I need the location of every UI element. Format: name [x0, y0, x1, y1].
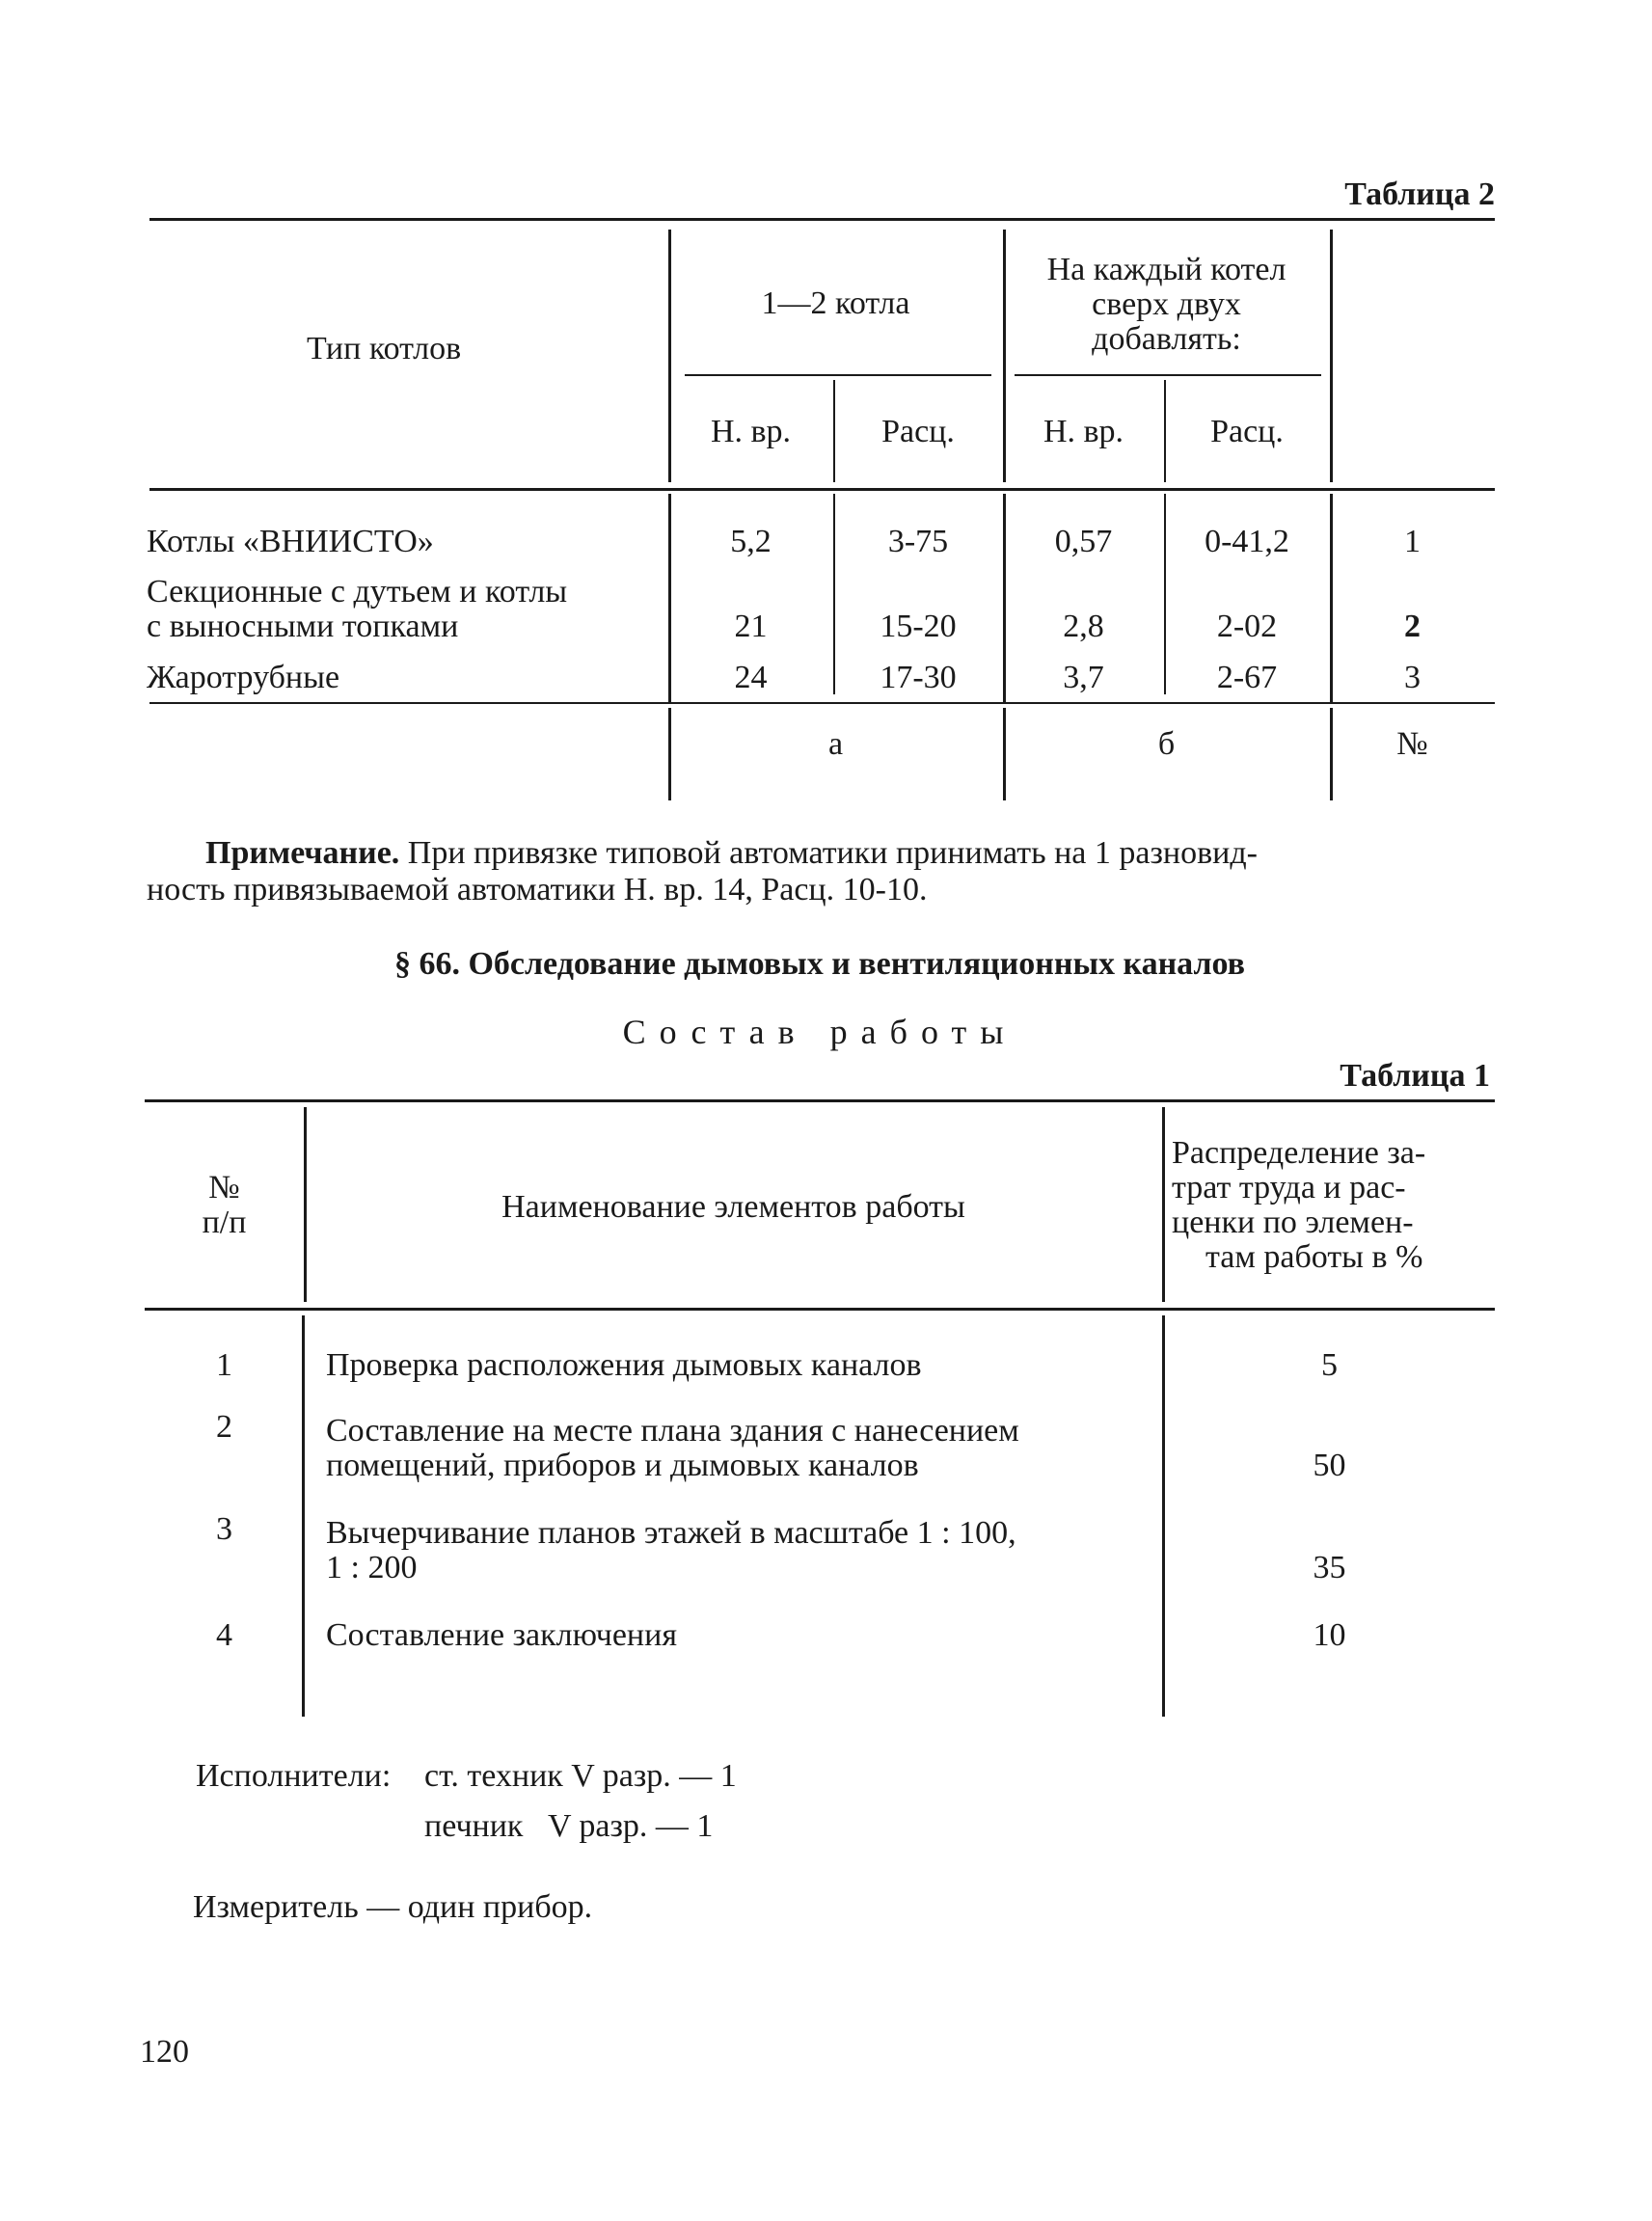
- table1-col-dist-line2: трат труда и рас-: [1172, 1170, 1406, 1205]
- table2-col-type: Тип котлов: [307, 331, 462, 366]
- table2-row-name: Жаротрубные: [147, 660, 340, 695]
- table1-col-dist-line1: Распределение за-: [1172, 1135, 1426, 1171]
- table2-caption: Таблица 2: [1344, 176, 1495, 212]
- table1-top-rule: [145, 1099, 1495, 1102]
- measure: Измеритель — один прибор.: [193, 1889, 593, 1925]
- table2-cell: 3-75: [887, 524, 949, 559]
- table1-row-num: 2: [216, 1409, 232, 1445]
- table2-cell: 3,7: [1063, 660, 1104, 695]
- table2-cell: 0,57: [1054, 524, 1113, 559]
- table2-group2-line2: сверх двух: [1092, 286, 1241, 322]
- table2-cell-num: 2: [1404, 609, 1421, 644]
- table1-col-name: Наименование элементов работы: [501, 1189, 965, 1225]
- table1-vline: [1162, 1107, 1165, 1302]
- table2-group2-line3: добавлять:: [1092, 321, 1241, 357]
- performers-line1: ст. техник V разр. — 1: [424, 1758, 737, 1794]
- table1-row-text: Составление на месте плана здания с нанесением: [326, 1413, 1019, 1449]
- table2-body-rule: [149, 702, 1495, 704]
- table2-group1: 1—2 котла: [761, 285, 910, 321]
- table1-row-text: помещений, приборов и дымовых каналов: [326, 1448, 919, 1483]
- table1-row-num: 3: [216, 1511, 232, 1547]
- table2-cell: 24: [734, 660, 768, 695]
- table2-cell: 2-67: [1216, 660, 1278, 695]
- table2-subhead-rule: [1015, 374, 1321, 376]
- table1-row-text: Вычерчивание планов этажей в масштабе 1 : 100,: [326, 1515, 1016, 1551]
- table2-cell: 15-20: [880, 609, 957, 644]
- table1-col-dist-line3: ценки по элемен-: [1172, 1205, 1414, 1240]
- section-title: § 66. Обследование дымовых и вентиляционных каналов: [393, 946, 1246, 982]
- table1-header-rule: [145, 1308, 1495, 1311]
- table2-top-rule: [149, 218, 1495, 221]
- table1-col-dist-line4: там работы в %: [1205, 1239, 1423, 1275]
- table2-footer-num: №: [1396, 726, 1428, 762]
- table2-row-name: Секционные с дутьем и котлы: [147, 574, 568, 609]
- note-line1: При привязке типовой автоматики принимать на 1 разновид-: [407, 835, 1258, 871]
- table2-row-name: с выносными топками: [147, 609, 459, 644]
- table2-group2-line1: На каждый котел: [1046, 252, 1286, 287]
- table2-sub-rasc-2: Расц.: [1210, 414, 1284, 449]
- table2-cell: 17-30: [880, 660, 957, 695]
- note-line2: ность привязываемой автоматики Н. вр. 14, Расц. 10-10.: [147, 872, 928, 907]
- table2-cell: 5,2: [730, 524, 772, 559]
- table2-sub-hvr-1: Н. вр.: [710, 414, 792, 449]
- table2-cell-num: 1: [1404, 524, 1421, 559]
- performers-line2: печник V разр. — 1: [424, 1808, 714, 1844]
- note-label: Примечание.: [205, 835, 400, 871]
- performers-label: Исполнители:: [196, 1758, 392, 1794]
- table2-subhead-rule: [685, 374, 991, 376]
- table1-row-text: Составление заключения: [326, 1617, 677, 1653]
- table2-header-rule: [149, 488, 1495, 491]
- note: [205, 834, 1258, 873]
- table1-row-text: 1 : 200: [326, 1550, 418, 1585]
- table2-row-name: Котлы «ВНИИСТО»: [147, 524, 434, 559]
- table2-cell: 2,8: [1063, 609, 1104, 644]
- table1-row-pct: 35: [1313, 1550, 1346, 1585]
- section-subtitle: Состав работы: [622, 1013, 1017, 1051]
- table2-cell: 0-41,2: [1205, 524, 1289, 559]
- table1-row-num: 1: [216, 1347, 232, 1383]
- table1-col-num-line2: п/п: [202, 1205, 247, 1240]
- table1-row-num: 4: [216, 1617, 232, 1653]
- table1-caption: Таблица 1: [1340, 1058, 1490, 1094]
- table1-row-pct: 50: [1313, 1448, 1346, 1483]
- table2-cell: 21: [734, 609, 768, 644]
- table2-cell-num: 3: [1404, 660, 1421, 695]
- table1-row-pct: 10: [1313, 1617, 1346, 1653]
- table2-footer-b: б: [1157, 726, 1176, 762]
- table2-footer-a: а: [827, 726, 844, 762]
- page-number: 120: [140, 2034, 189, 2070]
- table2-sub-rasc-1: Расц.: [881, 414, 955, 449]
- table1-row-text: Проверка расположения дымовых каналов: [326, 1347, 922, 1383]
- table2-sub-hvr-2: Н. вр.: [1043, 414, 1124, 449]
- table1-col-num-line1: №: [208, 1170, 240, 1205]
- table2-cell: 2-02: [1216, 609, 1278, 644]
- table2-vline: [1330, 230, 1333, 482]
- table1-row-pct: 5: [1321, 1347, 1338, 1383]
